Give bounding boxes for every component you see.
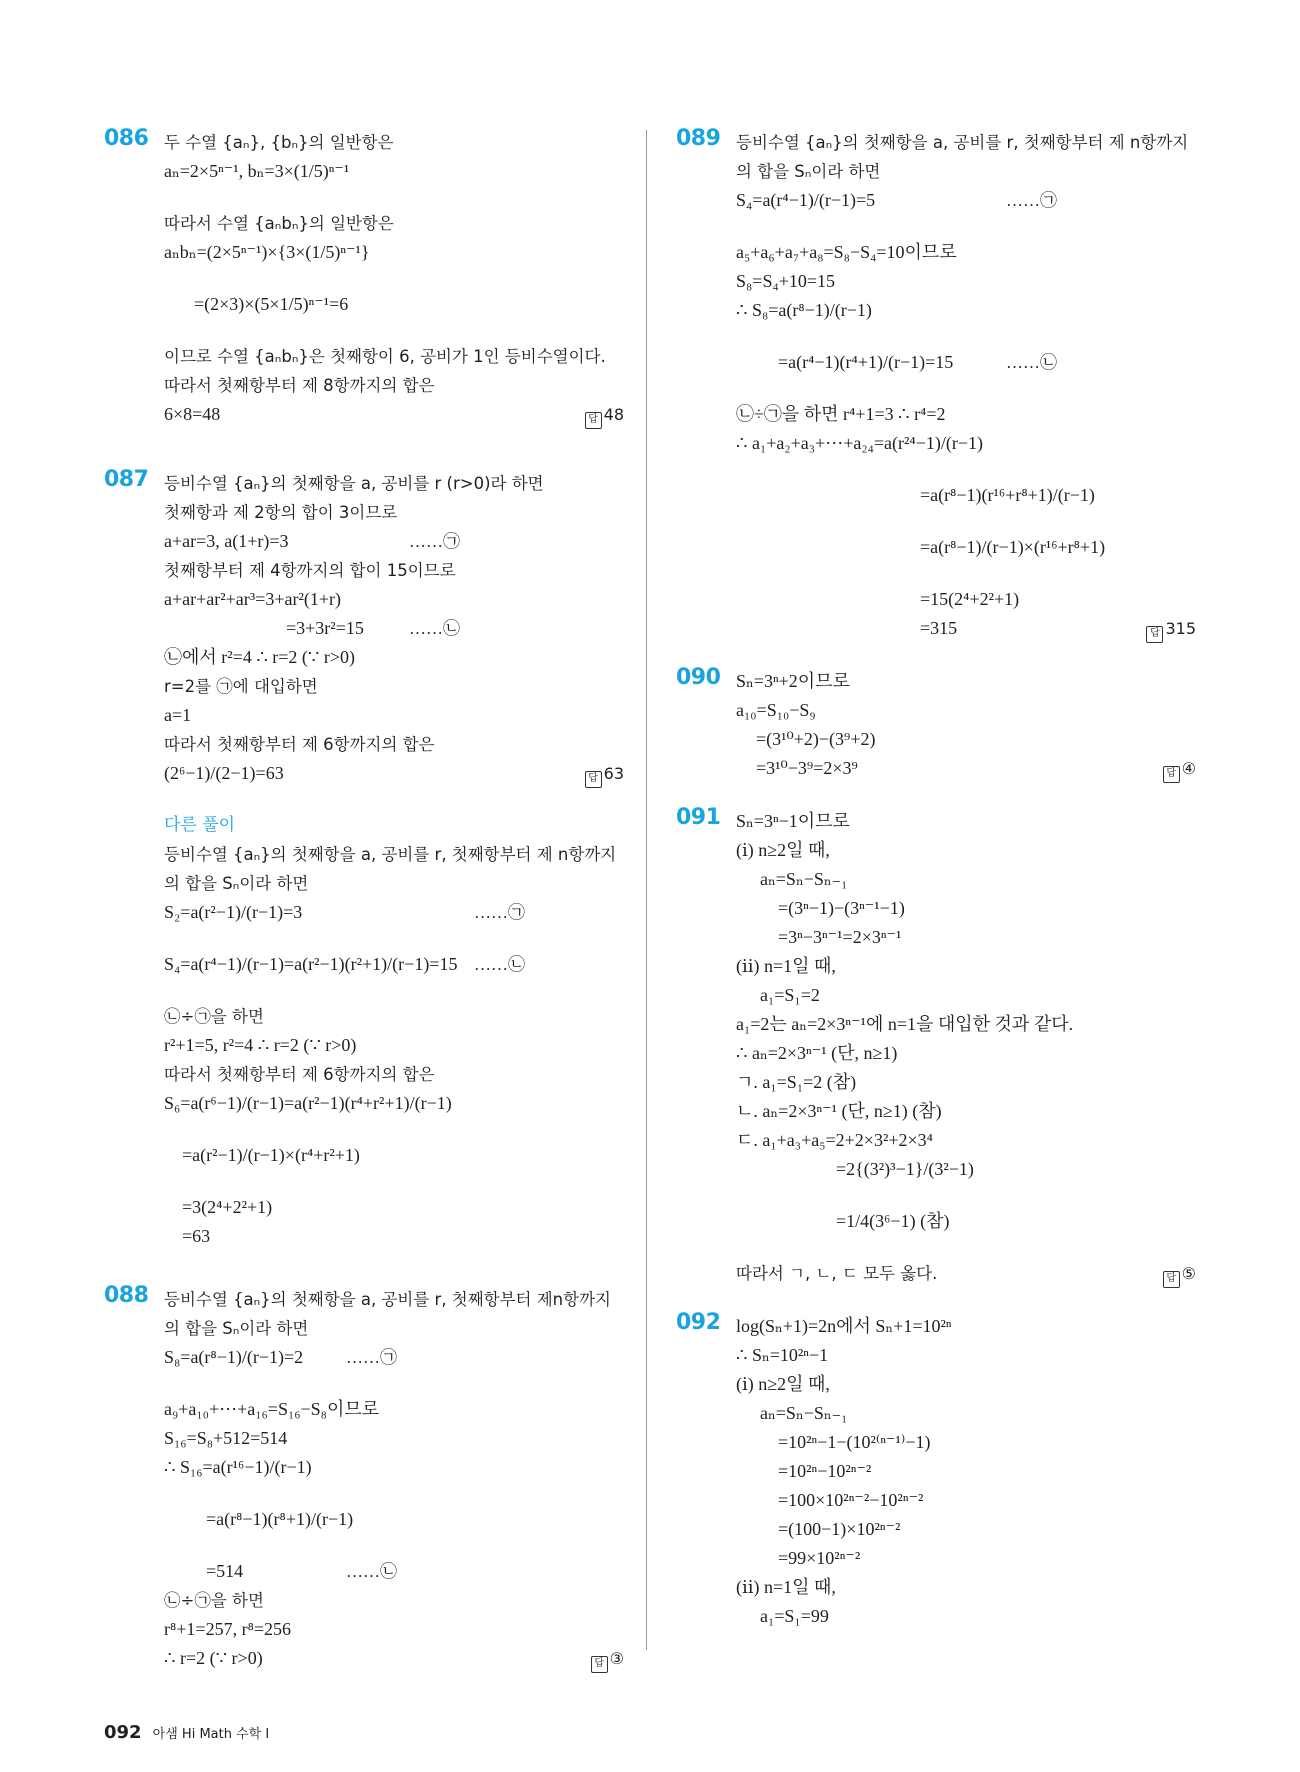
solution-line [736, 348, 1196, 400]
solution-line: 첫째항부터 제 4항까지의 합이 15이므로 [164, 561, 456, 580]
solution-line: 등비수열 {aₙ}의 첫째항을 a, 공비를 r (r>0)라 하면 [164, 474, 544, 493]
solution-line: 두 수열 {aₙ}, {bₙ}의 일반항은 [164, 133, 394, 152]
solution-line: ∴ a₁+a₂+a₃+⋯+a₂₄=a(r²⁴−1)/(r−1) [736, 433, 983, 453]
solution-line [736, 754, 1196, 783]
solution-line: r²+1=5, r²=4 ∴ r=2 (∵ r>0) [164, 1035, 357, 1055]
solution-line: 의 합을 Sₙ이라 하면 [164, 874, 309, 893]
page-footer [104, 1722, 269, 1743]
solution-line: 이므로 수열 {aₙbₙ}은 첫째항이 6, 공비가 1인 등비수열이다. [164, 347, 606, 366]
solution-line [164, 614, 624, 643]
equation: =3+3r²=15 [286, 618, 364, 638]
solution-line [164, 1343, 624, 1395]
solution-line [164, 527, 624, 556]
equation-marker: ……㉡ [346, 1562, 397, 1581]
solution-line: ∴ S₈=a(r⁸−1)/(r−1) [736, 300, 872, 320]
equation: ∴ r=2 (∵ r>0) [164, 1648, 263, 1668]
problem-number: 092 [676, 1310, 721, 1335]
equation: =a(r⁴−1)(r⁴+1)/(r−1)=15 [778, 352, 954, 372]
solution-line: ∴ Sₙ=10²ⁿ−1 [736, 1345, 829, 1365]
equation-marker: ……㉠ [474, 903, 525, 922]
solution-line: (ⅱ) n=1일 때, [736, 1577, 836, 1597]
answer [1163, 754, 1196, 783]
solution-line: =(3¹⁰+2)−(3⁹+2) [756, 729, 876, 749]
solution-line: a+ar+ar²+ar³=3+ar²(1+r) [164, 589, 342, 609]
problem-091 [676, 807, 1196, 1288]
solution-line: =63 [182, 1226, 211, 1246]
solution-line: 등비수열 {aₙ}의 첫째항을 a, 공비를 r, 첫째항부터 제 n항까지 [164, 845, 617, 864]
problem-086 [104, 128, 624, 429]
solution-line [736, 614, 1196, 643]
answer-value: ⑤ [1181, 1264, 1196, 1283]
solution-line [164, 898, 624, 950]
solution-line: ㄴ. aₙ=2×3ⁿ⁻¹ (단, n≥1) (참) [736, 1101, 942, 1121]
equation: S₄=a(r⁴−1)/(r−1)=a(r²−1)(r²+1)/(r−1)=15 [164, 954, 458, 974]
solution-line: a₁=2는 aₙ=2×3ⁿ⁻¹에 n=1을 대입한 것과 같다. [736, 1014, 1074, 1034]
answer [1146, 614, 1196, 643]
solution-line [164, 950, 624, 1002]
problem-088 [104, 1285, 624, 1673]
solution-line: =99×10²ⁿ⁻² [778, 1548, 861, 1568]
solution-line: =a(r⁸−1)/(r−1)×(r¹⁶+r⁸+1) [920, 537, 1106, 557]
solution-line: ㉡에서 r²=4 ∴ r=2 (∵ r>0) [164, 647, 356, 667]
answer-icon: 답 [591, 1656, 608, 1673]
problem-090 [676, 667, 1196, 783]
conclusion-text: 따라서 ㄱ, ㄴ, ㄷ 모두 옳다. [736, 1264, 938, 1283]
answer-icon: 답 [585, 412, 602, 429]
solution-line: S₈=S₄+10=15 [736, 271, 836, 291]
solution-line: =100×10²ⁿ⁻²−10²ⁿ⁻² [778, 1490, 924, 1510]
solution-line: =3ⁿ−3ⁿ⁻¹=2×3ⁿ⁻¹ [778, 927, 902, 947]
solution-line: Sₙ=3ⁿ+2이므로 [736, 671, 850, 691]
solution-line: a₁=S₁=99 [760, 1606, 829, 1626]
solution-line: aₙbₙ=(2×5ⁿ⁻¹)×{3×(1/5)ⁿ⁻¹} [164, 242, 370, 262]
solution-line: a₅+a₆+a₇+a₈=S₈−S₄=10이므로 [736, 242, 957, 262]
solution-line: 등비수열 {aₙ}의 첫째항을 a, 공비를 r, 첫째항부터 제 n항까지 [736, 133, 1189, 152]
solution-line: ∴ S₁₆=a(r¹⁶−1)/(r−1) [164, 1457, 312, 1477]
answer [585, 759, 624, 788]
equation-marker: ……㉡ [409, 619, 460, 638]
solution-line: ㉡÷㉠을 하면 [164, 1591, 264, 1610]
equation-marker: ……㉡ [1006, 353, 1057, 372]
page-number: 092 [104, 1722, 142, 1743]
equation-marker: ……㉡ [474, 955, 525, 974]
solution-line: =a(r²−1)/(r−1)×(r⁴+r²+1) [182, 1145, 360, 1165]
equation: =315 [920, 618, 958, 638]
left-column [104, 128, 624, 1673]
solution-line: 의 합을 Sₙ이라 하면 [164, 1319, 309, 1338]
solution-line [736, 186, 1196, 238]
solution-line: log(Sₙ+1)=2n에서 Sₙ+1=10²ⁿ [736, 1316, 952, 1336]
answer-icon: 답 [1163, 1271, 1180, 1288]
answer-icon: 답 [1163, 766, 1180, 783]
equation-marker: ……㉠ [1006, 191, 1057, 210]
answer-icon: 답 [585, 771, 602, 788]
book-title: 아샘 Hi Math 수학 Ⅰ [152, 1727, 270, 1742]
solution-line: =a(r⁸−1)(r¹⁶+r⁸+1)/(r−1) [920, 485, 1095, 505]
right-column [676, 128, 1196, 1631]
problem-number: 089 [676, 126, 721, 151]
solution-line: =(3ⁿ−1)−(3ⁿ⁻¹−1) [778, 898, 905, 918]
solution-line: ㄱ. a₁=S₁=2 (참) [736, 1072, 857, 1092]
solution-line: 첫째항과 제 2항의 합이 3이므로 [164, 503, 398, 522]
solution-line: S₆=a(r⁶−1)/(r−1)=a(r²−1)(r⁴+r²+1)/(r−1) [164, 1093, 452, 1113]
solution-line: =a(r⁸−1)(r⁸+1)/(r−1) [206, 1509, 354, 1529]
solution-line: r⁸+1=257, r⁸=256 [164, 1619, 291, 1639]
result-text: 6×8=48 [164, 404, 221, 424]
solution-line: a₉+a₁₀+⋯+a₁₆=S₁₆−S₈이므로 [164, 1399, 380, 1419]
equation: S₈=a(r⁸−1)/(r−1)=2 [164, 1347, 304, 1367]
solution-line: aₙ=Sₙ−Sₙ₋₁ [760, 1403, 848, 1423]
solution-line: =(100−1)×10²ⁿ⁻² [778, 1519, 901, 1539]
problem-number: 091 [676, 805, 721, 830]
answer-value: 315 [1165, 619, 1196, 638]
solution-line: (ⅱ) n=1일 때, [736, 956, 836, 976]
solution-line: (ⅰ) n≥2일 때, [736, 840, 830, 860]
solution-line: a₁=S₁=2 [760, 985, 820, 1005]
equation-marker: ……㉠ [346, 1348, 397, 1367]
solution-line: ∴ aₙ=2×3ⁿ⁻¹ (단, n≥1) [736, 1043, 898, 1063]
column-divider [646, 130, 647, 1650]
answer-value: ③ [609, 1649, 624, 1668]
answer [591, 1644, 624, 1673]
solution-line: ㄷ. a₁+a₃+a₅=2+2×3²+2×3⁴ [736, 1130, 933, 1150]
solution-line: 의 합을 Sₙ이라 하면 [736, 162, 881, 181]
answer-value: ④ [1181, 759, 1196, 778]
solution-line: a=1 [164, 705, 192, 725]
solution-line: 등비수열 {aₙ}의 첫째항을 a, 공비를 r, 첫째항부터 제n항까지 [164, 1290, 611, 1309]
solution-line: S₁₆=S₈+512=514 [164, 1428, 288, 1448]
solution-line: 따라서 수열 {aₙbₙ}의 일반항은 [164, 214, 394, 233]
equation: =514 [206, 1561, 244, 1581]
solution-line: =10²ⁿ−10²ⁿ⁻² [778, 1461, 872, 1481]
solution-line: r=2를 ㉠에 대입하면 [164, 677, 318, 696]
solution-line: ㉡÷㉠을 하면 [164, 1007, 264, 1026]
problem-number: 087 [104, 467, 149, 492]
solution-line: =(2×3)×(5×1/5)ⁿ⁻¹=6 [194, 294, 349, 314]
solution-line: Sₙ=3ⁿ−1이므로 [736, 811, 850, 831]
solution-line: aₙ=2×5ⁿ⁻¹, bₙ=3×(1/5)ⁿ⁻¹ [164, 161, 350, 181]
solution-line: =10²ⁿ−1−(10²⁽ⁿ⁻¹⁾−1) [778, 1432, 931, 1452]
alt-solution-label: 다른 풀이 [164, 815, 236, 835]
solution-line [164, 1644, 624, 1673]
solution-line: ㉡÷㉠을 하면 r⁴+1=3 ∴ r⁴=2 [736, 404, 946, 424]
answer [585, 400, 624, 429]
solution-line: =3(2⁴+2²+1) [182, 1197, 273, 1217]
equation: S₂=a(r²−1)/(r−1)=3 [164, 902, 303, 922]
equation-marker: ……㉠ [409, 532, 460, 551]
problem-number: 086 [104, 126, 149, 151]
solution-line: (ⅰ) n≥2일 때, [736, 1374, 830, 1394]
problem-number: 090 [676, 665, 721, 690]
solution-line: =1/4(3⁶−1) (참) [836, 1211, 950, 1231]
problem-089 [676, 128, 1196, 643]
solution-line: aₙ=Sₙ−Sₙ₋₁ [760, 869, 848, 889]
solution-line: a₁₀=S₁₀−S₉ [736, 700, 816, 720]
solution-line: 따라서 첫째항부터 제 6항까지의 합은 [164, 735, 435, 754]
equation: (2⁶−1)/(2−1)=63 [164, 763, 284, 783]
solution-line [164, 400, 624, 429]
solution-line: 따라서 첫째항부터 제 6항까지의 합은 [164, 1065, 435, 1084]
equation: a+ar=3, a(1+r)=3 [164, 531, 289, 551]
problem-087 [104, 469, 624, 1251]
solution-line: 따라서 첫째항부터 제 8항까지의 합은 [164, 376, 435, 395]
equation: =3¹⁰−3⁹=2×3⁹ [756, 758, 858, 778]
solution-line: =2{(3²)³−1}/(3²−1) [836, 1159, 974, 1179]
answer-value: 48 [603, 405, 624, 424]
solution-line [736, 1259, 1196, 1288]
problem-number: 088 [104, 1283, 149, 1308]
solution-line: =15(2⁴+2²+1) [920, 589, 1020, 609]
problem-092 [676, 1312, 1196, 1631]
answer-icon: 답 [1146, 626, 1163, 643]
answer [1163, 1259, 1196, 1288]
equation: S₄=a(r⁴−1)/(r−1)=5 [736, 190, 876, 210]
solution-line [164, 759, 624, 811]
solution-line [164, 1557, 624, 1586]
answer-value: 63 [603, 764, 624, 783]
